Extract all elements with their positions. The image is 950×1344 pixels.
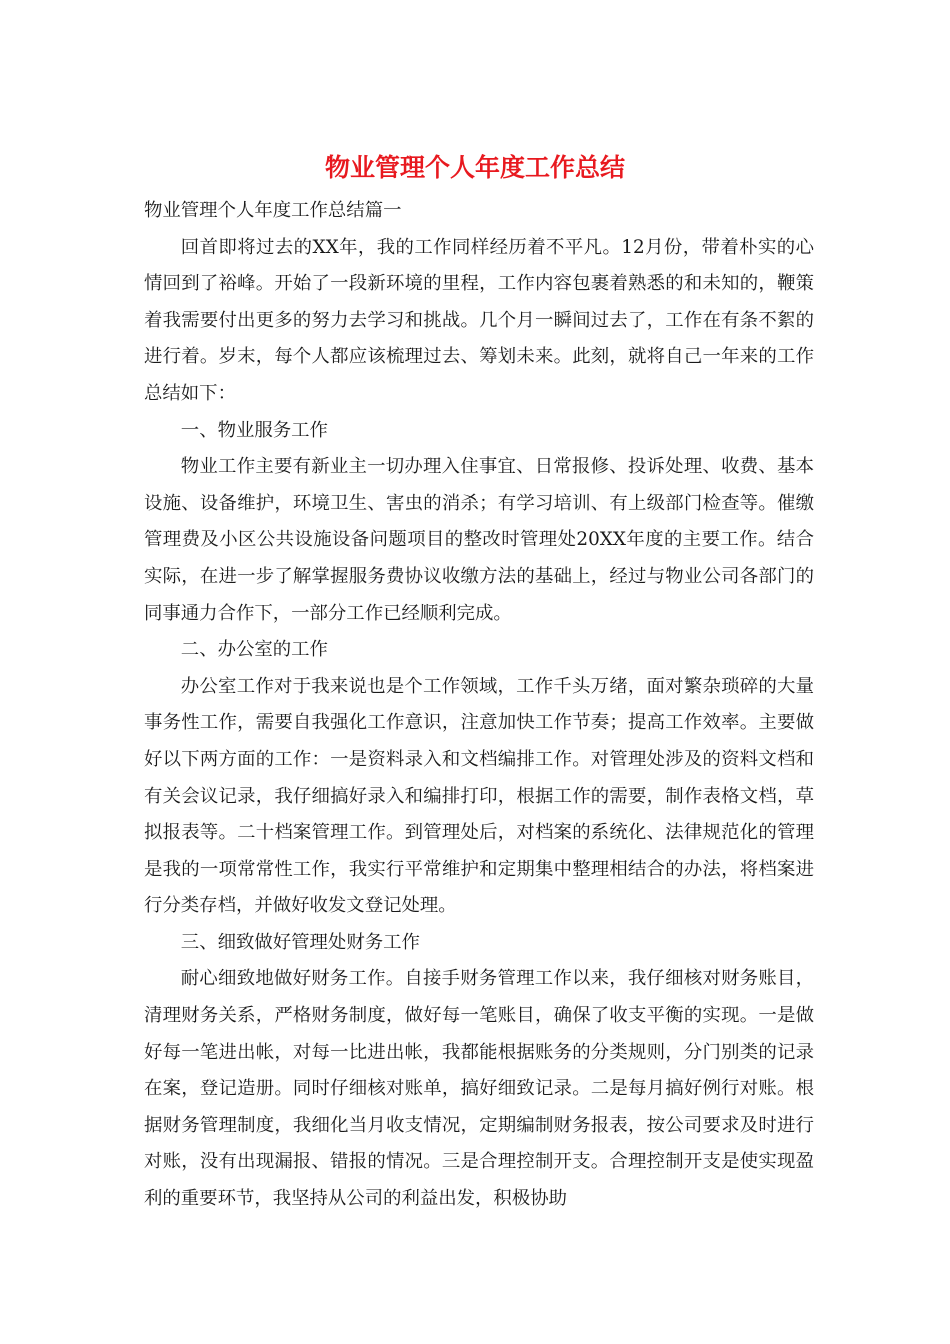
paragraph-property-service: 物业工作主要有新业主一切办理入住事宜、日常报修、投诉处理、收费、基本设施、设备维护，环境卫生、害虫的消杀；有学习培训、有上级部门检查等。催缴管理费及小区公共设施设备问题项目的整改时管理处20XX年度的主要工作。结合实际，在进一步了解掌握服务费协议收缴方法的基础上，经过与物业公司各部门的同事通力合作下，一部分工作已经顺利完成。 (144, 456, 814, 624)
document-body (144, 193, 814, 1218)
section-subtitle: 物业管理个人年度工作总结篇一 (144, 200, 402, 221)
heading-office-work: 二、办公室的工作 (180, 639, 328, 661)
paragraph-intro: 回首即将过去的XX年，我的工作同样经历着不平凡。12月份，带着朴实的心情回到了裕峰。开始了一段新环境的里程，工作内容包裹着熟悉的和未知的，鞭策着我需要付出更多的努力去学习和挑战。几个月一瞬间过去了，工作在有条不絮的进行着。岁末，每个人都应该梳理过去、筹划未来。此刻，就将自己一年来的工作总结如下： (144, 236, 814, 404)
heading-finance-work: 三、细致做好管理处财务工作 (180, 931, 420, 953)
paragraph-office-work: 办公室工作对于我来说也是个工作领域，工作千头万绪，面对繁杂琐碎的大量事务性工作，需要自我强化工作意识，注意加快工作节奏；提高工作效率。主要做好以下两方面的工作：一是资料录入和文档编排工作。对管理处涉及的资料文档和有关会议记录，我仔细搞好录入和编排打印，根据工作的需要，制作表格文档，草拟报表等。二十档案管理工作。到管理处后，对档案的系统化、法律规范化的管理是我的一项常常性工作，我实行平常维护和定期集中整理相结合的办法，将档案进行分类存档，并做好收发文登记处理。 (144, 675, 814, 917)
heading-property-service: 一、物业服务工作 (180, 419, 328, 441)
document-title: 物业管理个人年度工作总结 (324, 153, 625, 182)
paragraph-finance-work: 耐心细致地做好财务工作。自接手财务管理工作以来，我仔细核对财务账目，清理财务关系，严格财务制度，做好每一笔账目，确保了收支平衡的实现。一是做好每一笔进出帐，对每一比进出帐，我都能根据账务的分类规则，分门别类的记录在案，登记造册。同时仔细核对账单，搞好细致记录。二是每月搞好例行对账。根据财务管理制度，我细化当月收支情况，定期编制财务报表，按公司要求及时进行对账，没有出现漏报、错报的情况。三是合理控制开支。合理控制开支是使实现盈利的重要环节，我坚持从公司的利益出发，积极协助 (144, 968, 814, 1210)
